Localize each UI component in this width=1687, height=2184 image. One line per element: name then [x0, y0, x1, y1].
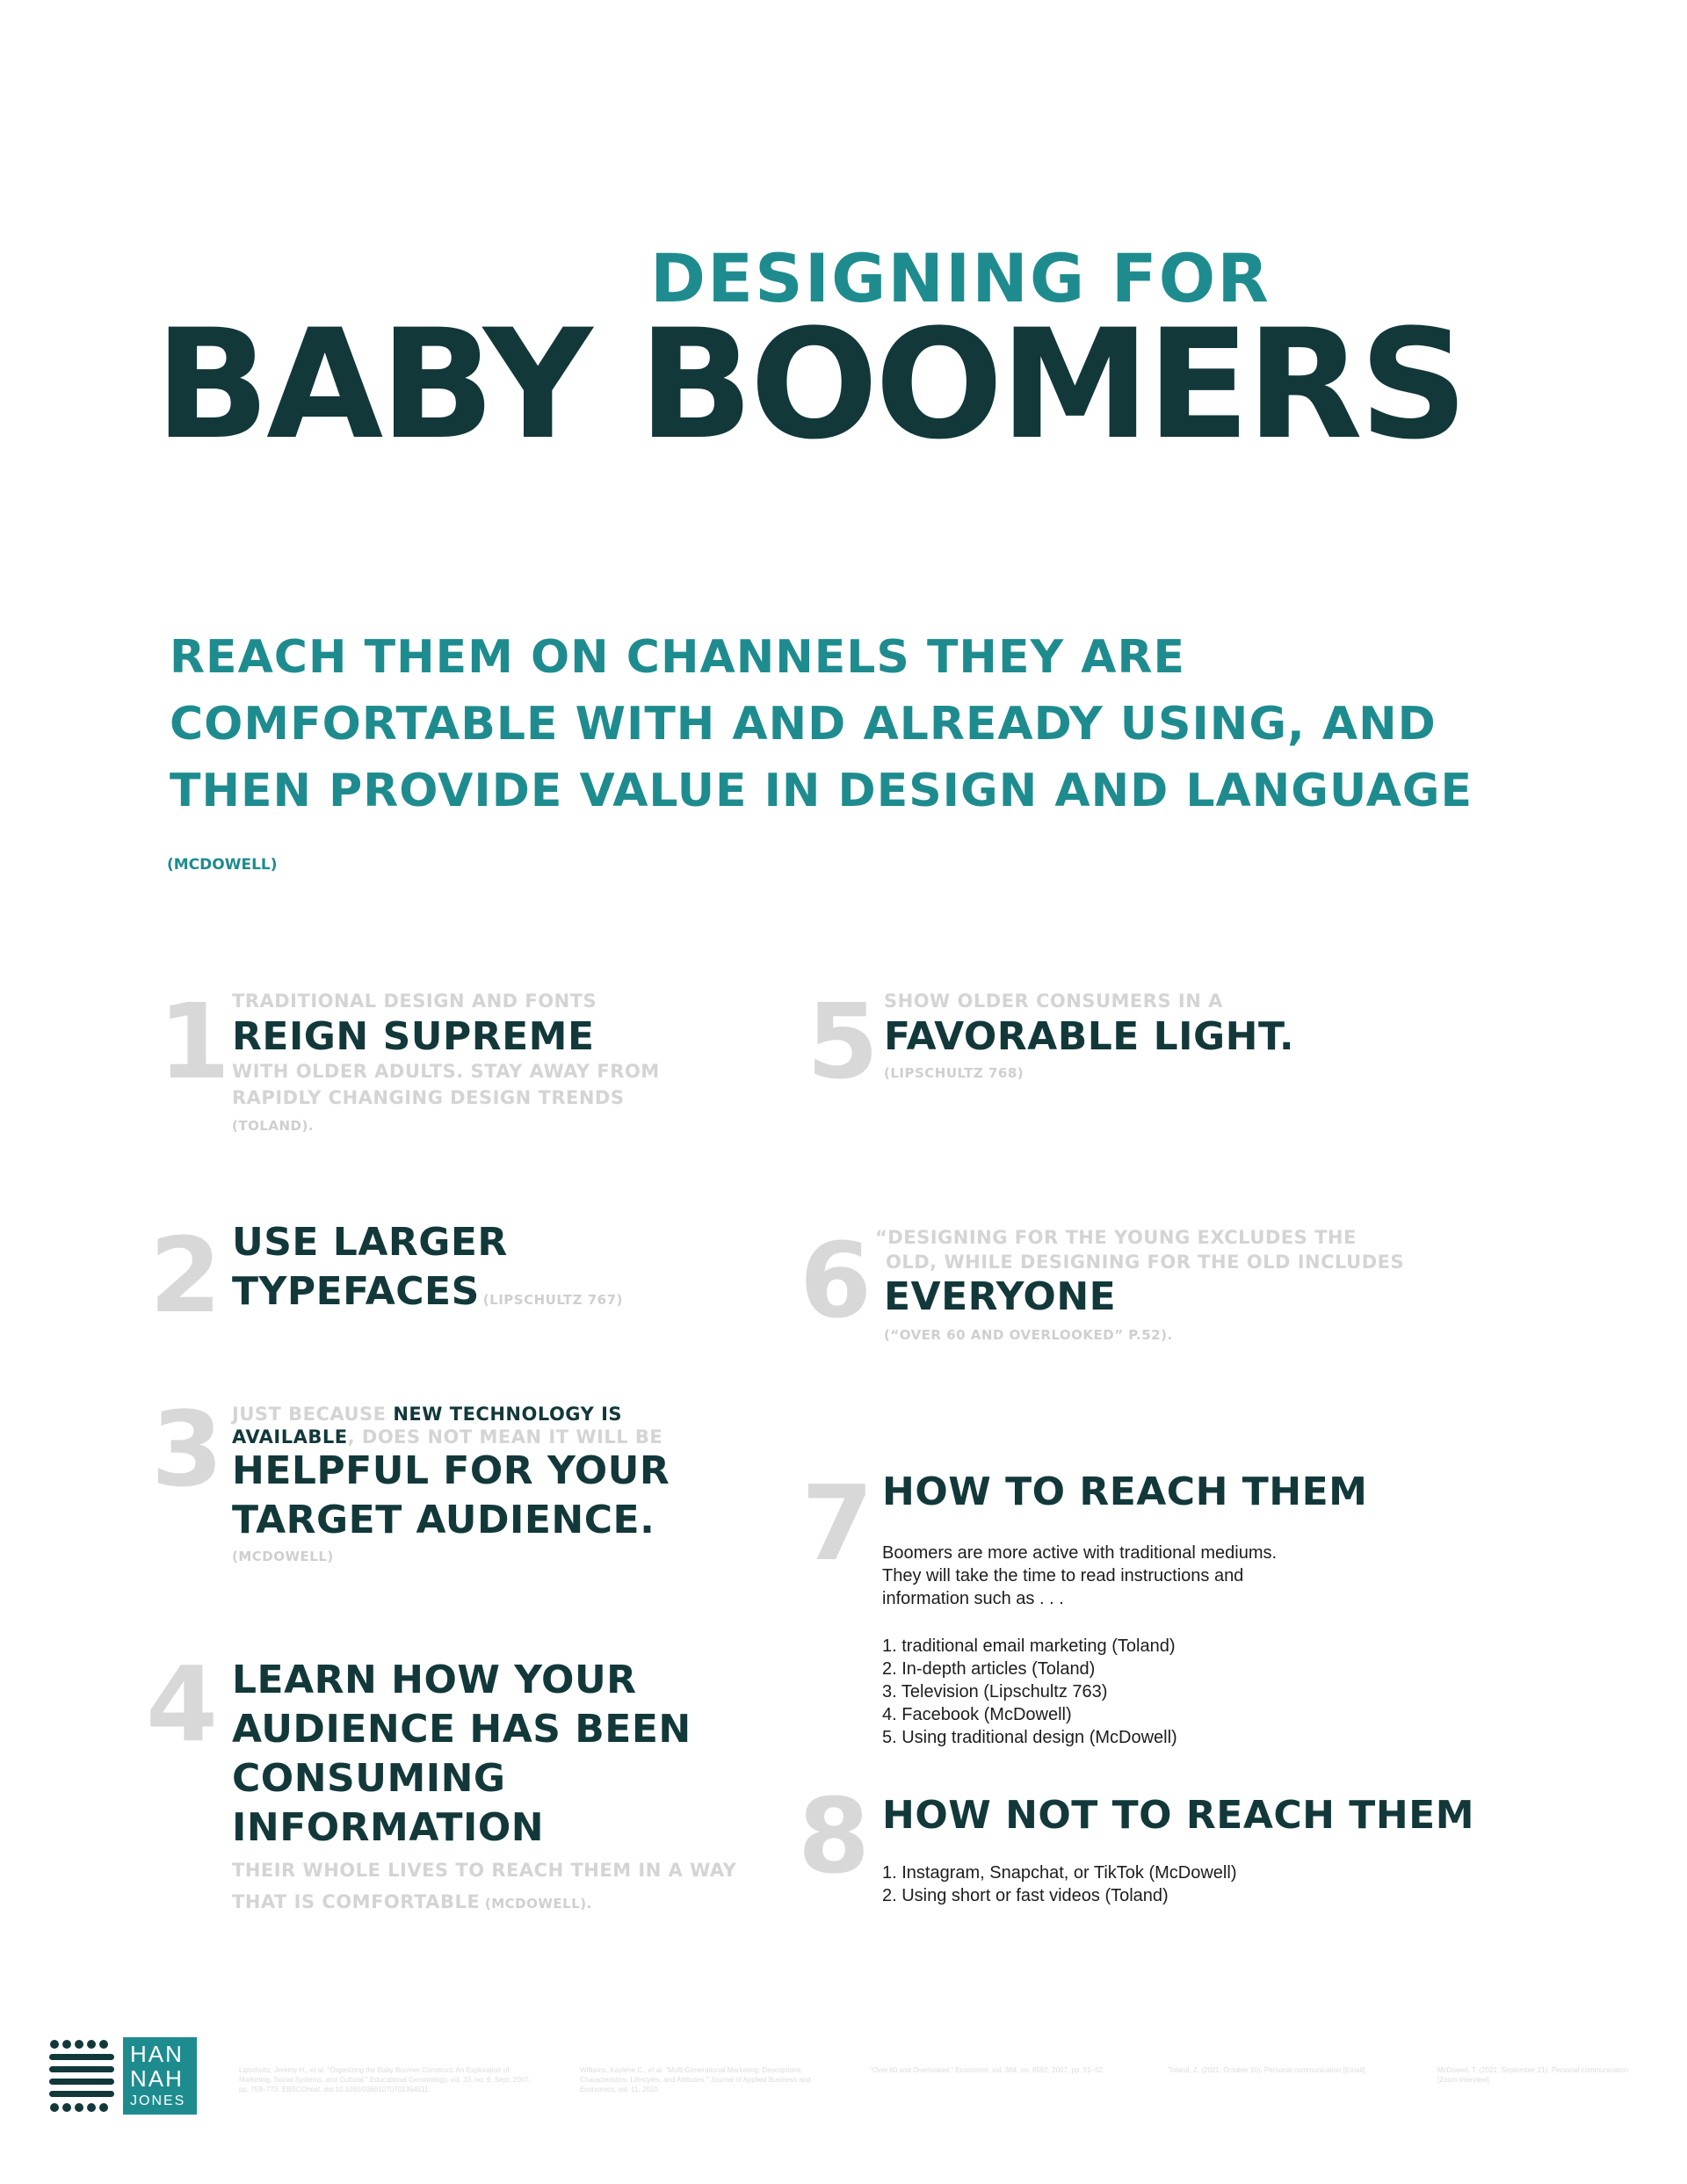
- page-subtitle: DESIGNING FOR: [650, 239, 1271, 317]
- tip-body-text: [232, 1854, 736, 1919]
- tip-body-line: RAPIDLY CHANGING DESIGN TRENDS: [232, 1087, 625, 1108]
- tip-headline: [232, 1656, 691, 1853]
- tip-headline-line: USE LARGER: [232, 1220, 508, 1265]
- tip-citation: (LIPSCHULTZ 768): [884, 1065, 1025, 1081]
- tagline-line: REACH THEM ON CHANNELS THEY ARE: [170, 631, 1186, 684]
- lead-muted: , DOES NOT MEAN IT WILL BE: [347, 1426, 663, 1448]
- intro-line: Boomers are more active with traditional mediums.: [882, 1543, 1278, 1563]
- tagline-citation: (MCDOWELL): [167, 856, 278, 874]
- list-item: 2. In-depth articles (Toland): [882, 1659, 1096, 1679]
- list-item: 2. Using short or fast videos (Toland): [882, 1886, 1169, 1905]
- tip-quote-line: OLD, WHILE DESIGNING FOR THE OLD INCLUDES: [886, 1252, 1405, 1273]
- logo-text-line: HAN: [130, 2041, 184, 2067]
- tip-headline-line: AUDIENCE HAS BEEN: [232, 1707, 691, 1752]
- tip-citation: (MCDOWELL).: [480, 1896, 592, 1912]
- tip-quote-line: “DESIGNING FOR THE YOUNG EXCLUDES THE: [875, 1227, 1357, 1248]
- tip-headline: [232, 1218, 623, 1324]
- list-item: 4. Facebook (McDowell): [882, 1705, 1072, 1724]
- tip-lead-text: SHOW OLDER CONSUMERS IN A: [884, 990, 1223, 1012]
- logo-mark-icon: [49, 2039, 114, 2113]
- list-item: 3. Television (Lipschultz 763): [882, 1682, 1108, 1701]
- tip-citation: (LIPSCHULTZ 767): [482, 1292, 623, 1308]
- reference: "Over 60 and Overlooked." Economist, vol. 384, no. 8592, 2007, pp. 51–52.: [870, 2066, 1105, 2074]
- tip-citation: (MCDOWELL): [232, 1549, 334, 1564]
- list-item: 1. traditional email marketing (Toland): [882, 1636, 1176, 1656]
- section-heading: HOW NOT TO REACH THEM: [882, 1793, 1474, 1838]
- tip-headline-line: TYPEFACES: [232, 1269, 480, 1314]
- list-item: 1. Instagram, Snapchat, or TikTok (McDowell): [882, 1863, 1237, 1883]
- page-title: BABY BOOMERS: [155, 296, 1465, 473]
- tip-body-line: WITH OLDER ADULTS. STAY AWAY FROM: [232, 1061, 660, 1082]
- tip-headline-line: HELPFUL FOR YOUR: [232, 1448, 670, 1493]
- tagline-line: COMFORTABLE WITH AND ALREADY USING, AND: [170, 698, 1437, 751]
- lead-emphasis: NEW TECHNOLOGY IS: [393, 1404, 623, 1425]
- tip-headline-line: TARGET AUDIENCE.: [232, 1498, 655, 1542]
- lead-emphasis: AVAILABLE: [232, 1426, 348, 1448]
- reference: Williams, Kaylene C., et al. "Multi-Generational Marketing: Descriptions, Characteristics, Lifestyles, and Attitudes." Journal of Applied Business and Economics, vol. 11, 2010.: [580, 2066, 811, 2093]
- tip-lead-text: TRADITIONAL DESIGN AND FONTS: [232, 990, 597, 1012]
- tip-body-line: THEIR WHOLE LIVES TO REACH THEM IN A WAY: [232, 1860, 737, 1881]
- tip-quote: [875, 1225, 1404, 1274]
- tip-headline: REIGN SUPREME: [232, 1014, 595, 1059]
- section-intro: [882, 1542, 1277, 1610]
- tip-citation: (TOLAND).: [232, 1118, 315, 1134]
- section-heading: HOW TO REACH THEM: [882, 1469, 1368, 1514]
- tip-body-text: [232, 1058, 660, 1111]
- tip-number: 8: [798, 1775, 871, 1897]
- logo-text-line: NAH: [130, 2065, 184, 2092]
- tip-headline: [232, 1447, 670, 1545]
- tip-headline: FAVORABLE LIGHT.: [884, 1014, 1295, 1059]
- tip-number: 4: [146, 1643, 219, 1765]
- reference: McDowell, T. (2021, September 21). Personal communication [Zoom interview].: [1437, 2066, 1629, 2084]
- list-item: 5. Using traditional design (McDowell): [882, 1728, 1177, 1747]
- tip-headline: EVERYONE: [884, 1274, 1117, 1319]
- tagline: [170, 624, 1540, 824]
- intro-line: They will take the time to read instructions and: [882, 1566, 1244, 1585]
- tip-number: 3: [151, 1389, 224, 1510]
- tip-citation: (“OVER 60 AND OVERLOOKED” P.52).: [884, 1327, 1173, 1343]
- tip-headline-line: CONSUMING: [232, 1756, 506, 1801]
- logo-wordmark: [123, 2037, 197, 2115]
- lead-muted: JUST BECAUSE: [232, 1404, 394, 1425]
- tip-number: 7: [801, 1462, 874, 1584]
- tip-headline-line: LEARN HOW YOUR: [232, 1658, 637, 1702]
- logo-text-line: JONES: [130, 2093, 186, 2108]
- tip-number: 6: [800, 1220, 872, 1341]
- reference: Lipschultz, Jeremy H., et al. "Organizing the Baby Boomer Construct: An Exploration of Marketing, Social Systems, and Cultural." Educational Gerontology, vol. 33, no. 9, Sept. 2007, pp. 759–773. EBSCOhost, doi:10.1080/03601270701364511.: [239, 2066, 531, 2093]
- reference: Toland, Z. (2021, October 10). Personal communication [Email].: [1169, 2066, 1367, 2074]
- channel-list: [882, 1635, 1177, 1749]
- tip-body-line: THAT IS COMFORTABLE: [232, 1891, 481, 1912]
- tip-lead-text: [232, 1403, 662, 1448]
- tip-headline-line: INFORMATION: [232, 1805, 545, 1850]
- tip-number: 5: [807, 981, 880, 1102]
- tip-number: 2: [149, 1215, 222, 1336]
- avoid-list: [882, 1861, 1236, 1907]
- intro-line: information such as . . .: [882, 1589, 1064, 1608]
- tip-number: 1: [158, 981, 231, 1102]
- tagline-line: THEN PROVIDE VALUE IN DESIGN AND LANGUAGE: [170, 765, 1473, 817]
